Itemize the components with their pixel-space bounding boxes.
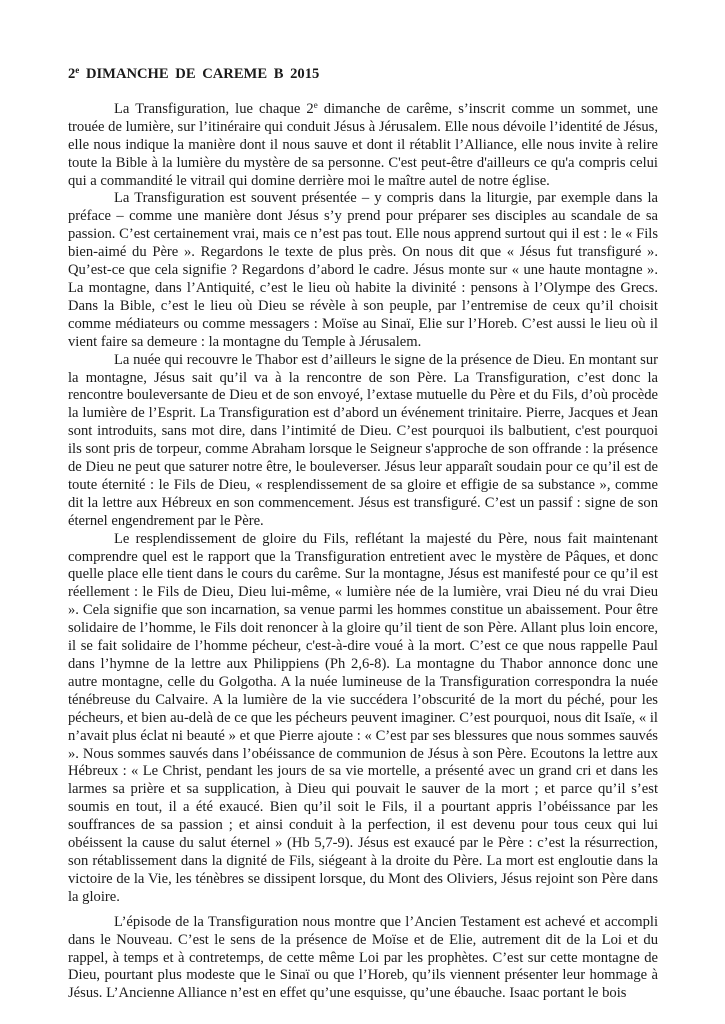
title-text: DIMANCHE DE CAREME B 2015 xyxy=(79,66,320,82)
paragraph-3: La nuée qui recouvre le Thabor est d’ailleurs le signe de la présence de Dieu. En montant sur la montagne, Jésus sait qu’il va à la rencontre de son Père. La Transfiguration, c’est donc la rencontre bouleversante de Dieu et de son envoyé, l’extase mutuelle du Père et du Fils, d’où procède la lumière de l’Esprit. La Transfiguration est d’abord un événement trinitaire. Pierre, Jacques et Jean sont introduits, sans mot dire, dans l’intimité de Dieu. C’est pourquoi ils balbutient, c'est pourquoi ils sont pris de torpeur, comme Abraham lorsque le Seigneur s'approche de son offrande : la présence de Dieu ne peut que saturer notre être, le bouleverser. Jésus leur apparaît soudain pour ce qu’il est de toute éternité : le Fils de Dieu, « resplendissement de sa gloire et effigie de sa substance », comme dit la lettre aux Hébreux en son commencement. Jésus est transfiguré. C’est un passif : signe de son éternel engendrement par le Père. xyxy=(68,351,658,529)
paragraph-2: La Transfiguration est souvent présentée – y compris dans la liturgie, par exemple dans la préface – comme une manière dont Jésus s’y prend pour préparer ses disciples au scandale de sa passion. C’est certainement vrai, mais ce n’est pas tout. Elle nous apprend surtout qui il est : le « Fils bien-aimé du Père ». Regardons le texte de plus près. On nous dit que « Jésus fut transfiguré ». Qu’est-ce que cela signifie ? Regardons d’abord le cadre. Jésus monte sur « une haute montagne ». La montagne, dans l’Antiquité, c’est le lieu où habite la divinité : pensons à l’Olympe des Grecs. Dans la Bible, c’est le lieu où Dieu se révèle à son peuple, par l’entremise de ceux qu’il choisit comme médiateurs ou comme messagers : Moïse au Sinaï, Elie sur l’Horeb. C’est aussi le lieu où il vient faire sa demeure : la montagne du Temple à Jérusalem. xyxy=(68,190,658,350)
paragraph-1: La Transfiguration, lue chaque 2e dimanche de carême, s’inscrit comme un sommet, une trouée de lumière, sur l’itinéraire qui conduit Jésus à Jérusalem. Elle nous dévoile l’identité de Jésus, elle nous indique la manière dont il nous sauve et dont il rétablit l’Alliance, elle nous invite à relire toute la Bible à la lumière du mystère de sa personne. C'est peut-être d'ailleurs ce qu'a compris celui qui a commandité le vitrail qui domine derrière moi le maître autel de notre église. xyxy=(68,99,658,189)
title-superscript: e xyxy=(75,65,80,75)
document-page xyxy=(68,66,658,1003)
document-title xyxy=(68,66,658,84)
title-number: 2 xyxy=(68,66,76,82)
paragraph-5: L’épisode de la Transfiguration nous montre que l’Ancien Testament est achevé et accompli dans le Nouveau. C’est le sens de la présence de Moïse et de Elie, autrement dit de la Loi et du rappel, à temps et à contretemps, de cette même Loi par les prophètes. C’est sur cette montagne de Dieu, pourtant plus modeste que le Sinaï ou que l’Horeb, qu’ils viennent présenter leur hommage à Jésus. L’Ancienne Alliance n’est en effet qu’une esquisse, qu’une ébauche. Isaac portant le bois xyxy=(68,913,658,1002)
paragraph-4: Le resplendissement de gloire du Fils, reflétant la majesté du Père, nous fait maintenant comprendre quel est le rapport que la Transfiguration entretient avec le mystère de Pâques, et donc quelle place elle tient dans le cours du carême. Sur la montagne, Jésus est manifesté pour ce qu’il est réellement : le Fils de Dieu, Dieu lui-même, « lumière née de la lumière, vrai Dieu né du vrai Dieu ». Cela signifie que son incarnation, sa venue parmi les hommes constitue un abaissement. Pour être solidaire de l’homme, le Fils doit renoncer à la gloire qu’il tient de son Père. Allant plus loin encore, il se fait solidaire de l’homme pécheur, c'est-à-dire voué à la mort. C’est ce que nous rappelle Paul dans l’hymne de la lettre aux Philippiens (Ph 2,6-8). La montagne du Thabor annonce donc une autre montagne, celle du Golgotha. A la nuée lumineuse de la Transfiguration correspondra la nuée ténébreuse du Calvaire. A la lumière de la vie succédera l’obscurité de la mort du péché, pour les pécheurs, et bien au-delà de ce que les pécheurs peuvent imaginer. C’est pourquoi, nous dit Isaïe, « il n’avait plus éclat ni beauté » et que Pierre ajoute : « C’est par ses blessures que nous sommes sauvés ». Nous sommes sauvés dans l’obéissance de communion de Jésus à son Père. Ecoutons la lettre aux Hébreux : « Le Christ, pendant les jours de sa vie mortelle, a présenté avec un grand cri et dans les larmes sa prière et sa supplication, à Dieu qui pouvait le sauver de la mort ; et parce qu’il s’est soumis en tout, il a été exaucé. Bien qu’il soit le Fils, il a pourtant appris l’obéissance par les souffrances de sa passion ; et ainsi conduit à la perfection, il est devenu pour tous ceux qui lui obéissent la cause du salut éternel » (Hb 5,7-9). Jésus est exaucé par le Père : c’est la résurrection, son rétablissement dans la dignité de Fils, siégeant à la droite du Père. La mort est engloutie dans la victoire de la Vie, les ténèbres se dissipent lorsque, du Mont des Oliviers, Jésus rejoint son Père dans la gloire. xyxy=(68,530,658,905)
